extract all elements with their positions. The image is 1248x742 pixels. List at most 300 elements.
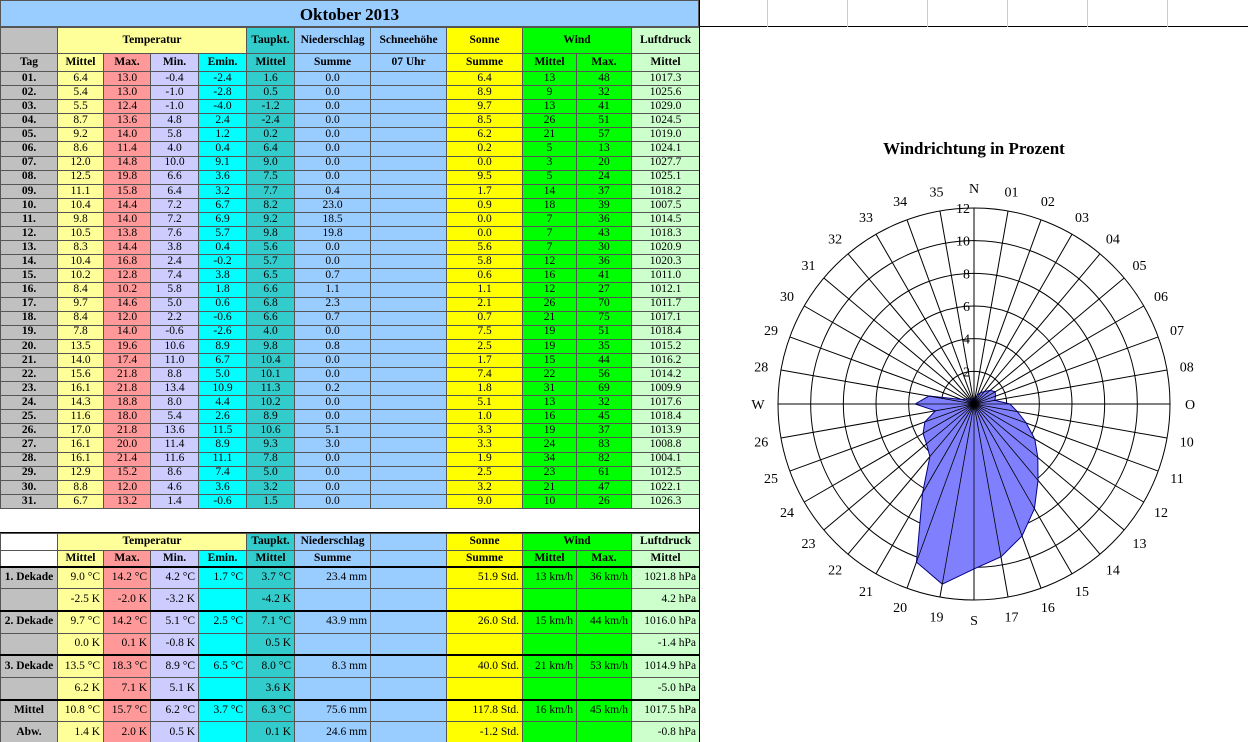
cell-mittel: 6.7 <box>58 494 104 508</box>
summary-cell-luftdruck: -1.4 hPa <box>632 633 700 655</box>
cell-luftdruck: 1025.6 <box>632 86 700 100</box>
cell-day: 08. <box>1 170 58 184</box>
sum-header-schnee <box>371 534 447 551</box>
summary-cell-wind-max: 44 km/h <box>577 611 632 633</box>
direction-label: 15 <box>1075 585 1089 601</box>
summary-cell-sonne: 117.8 Std. <box>447 700 523 722</box>
cell-min: 8.0 <box>151 396 199 410</box>
cell-emin: 8.9 <box>199 339 247 353</box>
summary-cell-schnee <box>371 611 447 633</box>
subheader-mittel: Mittel <box>58 54 104 72</box>
cell-max: 18.0 <box>104 410 151 424</box>
cell-day: 17. <box>1 297 58 311</box>
table-row <box>1 128 700 142</box>
cell-wind-mittel: 34 <box>523 452 577 466</box>
cell-taupkt: 7.5 <box>247 170 295 184</box>
wind-rose-chart <box>700 27 1247 742</box>
cell-luftdruck: 1029.0 <box>632 100 700 114</box>
cell-luftdruck: 1009.9 <box>632 382 700 396</box>
cell-luftdruck: 1017.3 <box>632 72 700 86</box>
cell-emin: 3.2 <box>199 184 247 198</box>
cell-schnee <box>371 212 447 226</box>
cell-taupkt: 5.0 <box>247 466 295 480</box>
subheader-nied-summe: Summe <box>295 54 371 72</box>
cell-emin: -0.2 <box>199 255 247 269</box>
cell-max: 14.0 <box>104 325 151 339</box>
cell-day: 12. <box>1 227 58 241</box>
cell-day: 18. <box>1 311 58 325</box>
cell-min: 2.2 <box>151 311 199 325</box>
summary-cell-taupkt: 0.5 K <box>247 633 295 655</box>
direction-label: W <box>751 398 765 413</box>
cell-taupkt: 10.1 <box>247 367 295 381</box>
summary-cell-emin: 1.7 °C <box>199 567 247 589</box>
cell-emin: -4.0 <box>199 100 247 114</box>
cell-wind-mittel: 5 <box>523 170 577 184</box>
cell-emin: 0.4 <box>199 241 247 255</box>
summary-cell-wind-max: 45 km/h <box>577 700 632 722</box>
cell-wind-mittel: 26 <box>523 114 577 128</box>
cell-taupkt: 9.2 <box>247 212 295 226</box>
summary-row <box>1 722 700 742</box>
cell-day: 11. <box>1 212 58 226</box>
cell-day: 30. <box>1 480 58 494</box>
summary-cell-min: 5.1 °C <box>151 611 199 633</box>
summary-cell-taupkt: 0.1 K <box>247 722 295 742</box>
cell-max: 12.4 <box>104 100 151 114</box>
direction-label: 33 <box>859 210 873 226</box>
summary-cell-taupkt: 3.6 K <box>247 677 295 699</box>
cell-day: 13. <box>1 241 58 255</box>
cell-schnee <box>371 297 447 311</box>
cell-max: 10.2 <box>104 283 151 297</box>
cell-max: 13.6 <box>104 114 151 128</box>
cell-wind-max: 83 <box>577 438 632 452</box>
cell-niederschlag: 0.2 <box>295 382 371 396</box>
cell-wind-mittel: 13 <box>523 72 577 86</box>
cell-day: 19. <box>1 325 58 339</box>
cell-min: -1.0 <box>151 86 199 100</box>
summary-cell-max: 7.1 K <box>104 677 151 699</box>
summary-cell-min: -0.8 K <box>151 633 199 655</box>
cell-sonne: 1.8 <box>447 382 523 396</box>
cell-day: 16. <box>1 283 58 297</box>
cell-luftdruck: 1026.3 <box>632 494 700 508</box>
summary-table <box>0 533 700 742</box>
summary-cell-emin <box>199 722 247 742</box>
cell-min: 7.6 <box>151 227 199 241</box>
cell-sonne: 0.0 <box>447 156 523 170</box>
sum-subheader-taup: Mittel <box>247 551 295 567</box>
cell-niederschlag: 23.0 <box>295 198 371 212</box>
cell-niederschlag: 0.0 <box>295 100 371 114</box>
subheader-min: Min. <box>151 54 199 72</box>
cell-max: 12.0 <box>104 311 151 325</box>
cell-wind-max: 61 <box>577 466 632 480</box>
cell-mittel: 8.7 <box>58 114 104 128</box>
cell-sonne: 6.2 <box>447 128 523 142</box>
cell-schnee <box>371 424 447 438</box>
cell-luftdruck: 1018.4 <box>632 325 700 339</box>
cell-emin: 7.4 <box>199 466 247 480</box>
cell-min: 4.6 <box>151 480 199 494</box>
cell-schnee <box>371 114 447 128</box>
cell-schnee <box>371 72 447 86</box>
cell-taupkt: 10.2 <box>247 396 295 410</box>
cell-niederschlag: 1.1 <box>295 283 371 297</box>
table-row <box>1 283 700 297</box>
cell-wind-mittel: 16 <box>523 410 577 424</box>
header-luftdruck: Luftdruck <box>632 28 700 54</box>
cell-min: 7.2 <box>151 198 199 212</box>
direction-label: 14 <box>1105 563 1120 579</box>
summary-label: Mittel <box>1 700 58 722</box>
summary-cell-niederschlag: 8.3 mm <box>295 655 371 677</box>
summary-cell-mittel: 9.0 °C <box>58 567 104 589</box>
summary-cell-max: -2.0 K <box>104 589 151 611</box>
summary-cell-emin <box>199 677 247 699</box>
cell-niederschlag: 0.7 <box>295 269 371 283</box>
cell-wind-mittel: 13 <box>523 396 577 410</box>
cell-min: 6.4 <box>151 184 199 198</box>
cell-sonne: 3.2 <box>447 480 523 494</box>
sheet-grid-strip <box>700 0 1248 27</box>
cell-luftdruck: 1013.9 <box>632 424 700 438</box>
cell-day: 05. <box>1 128 58 142</box>
summary-label <box>1 589 58 611</box>
table-row <box>1 114 700 128</box>
summary-cell-emin: 6.5 °C <box>199 655 247 677</box>
cell-wind-max: 32 <box>577 86 632 100</box>
cell-luftdruck: 1022.1 <box>632 480 700 494</box>
cell-min: 4.8 <box>151 114 199 128</box>
radial-tick-label: 12 <box>956 202 970 217</box>
cell-mittel: 17.0 <box>58 424 104 438</box>
cell-sonne: 9.0 <box>447 494 523 508</box>
direction-label: 01 <box>1004 185 1019 201</box>
summary-cell-wind-mittel: 13 km/h <box>523 567 577 589</box>
cell-min: 4.0 <box>151 142 199 156</box>
cell-schnee <box>371 382 447 396</box>
summary-cell-luftdruck: -0.8 hPa <box>632 722 700 742</box>
summary-cell-niederschlag <box>295 589 371 611</box>
cell-min: 13.4 <box>151 382 199 396</box>
wind-direction-point <box>973 401 974 404</box>
cell-min: 10.0 <box>151 156 199 170</box>
cell-luftdruck: 1027.7 <box>632 156 700 170</box>
summary-cell-emin <box>199 589 247 611</box>
cell-day: 09. <box>1 184 58 198</box>
summary-row <box>1 633 700 655</box>
cell-day: 26. <box>1 424 58 438</box>
cell-emin: -0.6 <box>199 494 247 508</box>
summary-cell-max: 18.3 °C <box>104 655 151 677</box>
table-row <box>1 339 700 353</box>
summary-cell-niederschlag: 23.4 mm <box>295 567 371 589</box>
table-row <box>1 410 700 424</box>
summary-cell-taupkt: 8.0 °C <box>247 655 295 677</box>
cell-niederschlag: 0.0 <box>295 466 371 480</box>
direction-label: N <box>968 182 980 197</box>
cell-max: 21.8 <box>104 367 151 381</box>
cell-wind-max: 36 <box>577 212 632 226</box>
cell-max: 12.0 <box>104 480 151 494</box>
summary-cell-wind-mittel: 15 km/h <box>523 611 577 633</box>
cell-mittel: 13.5 <box>58 339 104 353</box>
cell-sonne: 0.9 <box>447 198 523 212</box>
table-row <box>1 86 700 100</box>
cell-emin: 6.7 <box>199 353 247 367</box>
cell-sonne: 7.5 <box>447 325 523 339</box>
cell-min: 11.4 <box>151 438 199 452</box>
cell-wind-mittel: 19 <box>523 424 577 438</box>
cell-niederschlag: 19.8 <box>295 227 371 241</box>
cell-mittel: 9.7 <box>58 297 104 311</box>
cell-sonne: 1.9 <box>447 452 523 466</box>
summary-cell-mittel: 10.8 °C <box>58 700 104 722</box>
cell-max: 14.4 <box>104 198 151 212</box>
cell-niederschlag: 0.8 <box>295 339 371 353</box>
cell-wind-mittel: 7 <box>523 212 577 226</box>
cell-mittel: 10.4 <box>58 255 104 269</box>
sum-header-temperatur: Temperatur <box>58 534 247 551</box>
cell-wind-max: 37 <box>577 424 632 438</box>
radial-tick-label: 6 <box>963 300 970 315</box>
cell-min: 1.4 <box>151 494 199 508</box>
cell-day: 27. <box>1 438 58 452</box>
cell-niederschlag: 0.0 <box>295 367 371 381</box>
summary-cell-min: 8.9 °C <box>151 655 199 677</box>
cell-sonne: 5.1 <box>447 396 523 410</box>
cell-taupkt: 4.0 <box>247 325 295 339</box>
cell-niederschlag: 0.0 <box>295 114 371 128</box>
cell-wind-mittel: 10 <box>523 494 577 508</box>
summary-cell-schnee <box>371 700 447 722</box>
direction-label: 13 <box>1132 536 1147 552</box>
sum-header-empty <box>1 534 58 551</box>
cell-schnee <box>371 339 447 353</box>
subheader-emin: Emin. <box>199 54 247 72</box>
cell-luftdruck: 1014.2 <box>632 367 700 381</box>
cell-wind-mittel: 15 <box>523 353 577 367</box>
direction-label: O <box>1184 398 1196 413</box>
direction-label: 25 <box>764 471 779 487</box>
header-niederschlag: Niederschlag <box>295 28 371 54</box>
cell-day: 29. <box>1 466 58 480</box>
summary-cell-luftdruck: 1016.0 hPa <box>632 611 700 633</box>
summary-label <box>1 677 58 699</box>
summary-cell-min: 4.2 °C <box>151 567 199 589</box>
cell-day: 10. <box>1 198 58 212</box>
cell-emin: 1.2 <box>199 128 247 142</box>
sum-subheader-mittel: Mittel <box>58 551 104 567</box>
cell-wind-mittel: 9 <box>523 86 577 100</box>
cell-wind-max: 30 <box>577 241 632 255</box>
cell-luftdruck: 1020.9 <box>632 241 700 255</box>
cell-schnee <box>371 227 447 241</box>
direction-label: 05 <box>1132 259 1147 275</box>
cell-taupkt: 6.4 <box>247 142 295 156</box>
cell-niederschlag: 0.0 <box>295 410 371 424</box>
cell-niederschlag: 18.5 <box>295 212 371 226</box>
direction-label: 30 <box>779 290 794 305</box>
cell-wind-mittel: 12 <box>523 255 577 269</box>
summary-cell-min: 0.5 K <box>151 722 199 742</box>
cell-min: 13.6 <box>151 424 199 438</box>
cell-mittel: 16.1 <box>58 382 104 396</box>
cell-sonne: 8.5 <box>447 114 523 128</box>
cell-schnee <box>371 396 447 410</box>
cell-emin: 6.9 <box>199 212 247 226</box>
direction-label: 03 <box>1075 210 1089 226</box>
cell-min: 8.8 <box>151 367 199 381</box>
cell-min: 11.0 <box>151 353 199 367</box>
cell-max: 21.8 <box>104 382 151 396</box>
cell-max: 20.0 <box>104 438 151 452</box>
summary-cell-sonne: 51.9 Std. <box>447 567 523 589</box>
cell-wind-max: 44 <box>577 353 632 367</box>
cell-day: 06. <box>1 142 58 156</box>
table-row <box>1 100 700 114</box>
cell-schnee <box>371 156 447 170</box>
cell-taupkt: 10.4 <box>247 353 295 367</box>
header-sonne: Sonne <box>447 28 523 54</box>
cell-sonne: 0.0 <box>447 212 523 226</box>
cell-luftdruck: 1020.3 <box>632 255 700 269</box>
direction-label: 31 <box>801 259 816 275</box>
table-row <box>1 325 700 339</box>
summary-cell-max: 2.0 K <box>104 722 151 742</box>
cell-wind-mittel: 21 <box>523 480 577 494</box>
radial-tick-label: 10 <box>956 234 970 250</box>
cell-sonne: 2.1 <box>447 297 523 311</box>
summary-cell-schnee <box>371 589 447 611</box>
cell-wind-mittel: 18 <box>523 198 577 212</box>
summary-row <box>1 700 700 722</box>
subheader-sonne-summe: Summe <box>447 54 523 72</box>
cell-niederschlag: 0.0 <box>295 452 371 466</box>
cell-taupkt: 8.9 <box>247 410 295 424</box>
chart-panel <box>699 0 1248 742</box>
cell-max: 16.8 <box>104 255 151 269</box>
cell-mittel: 12.5 <box>58 170 104 184</box>
cell-min: 11.6 <box>151 452 199 466</box>
cell-taupkt: 5.7 <box>247 255 295 269</box>
cell-niederschlag: 0.0 <box>295 156 371 170</box>
subheader-max: Max. <box>104 54 151 72</box>
cell-wind-max: 75 <box>577 311 632 325</box>
cell-sonne: 1.1 <box>447 283 523 297</box>
cell-emin: 3.6 <box>199 480 247 494</box>
cell-niederschlag: 2.3 <box>295 297 371 311</box>
direction-label: 12 <box>1154 506 1169 521</box>
cell-max: 13.0 <box>104 86 151 100</box>
cell-wind-max: 39 <box>577 198 632 212</box>
cell-day: 15. <box>1 269 58 283</box>
cell-wind-mittel: 31 <box>523 382 577 396</box>
sum-header-luftdruck: Luftdruck <box>632 534 700 551</box>
wind-rose-svg <box>700 27 1247 742</box>
cell-day: 31. <box>1 494 58 508</box>
summary-cell-luftdruck: 1021.8 hPa <box>632 567 700 589</box>
cell-taupkt: 1.6 <box>247 72 295 86</box>
table-row <box>1 466 700 480</box>
cell-min: 2.4 <box>151 255 199 269</box>
cell-wind-mittel: 5 <box>523 142 577 156</box>
summary-cell-sonne: 26.0 Std. <box>447 611 523 633</box>
cell-taupkt: 6.6 <box>247 283 295 297</box>
cell-niederschlag: 0.0 <box>295 128 371 142</box>
summary-cell-niederschlag <box>295 677 371 699</box>
cell-mittel: 14.0 <box>58 353 104 367</box>
cell-taupkt: 9.8 <box>247 339 295 353</box>
cell-mittel: 5.4 <box>58 86 104 100</box>
summary-cell-sonne: -1.2 Std. <box>447 722 523 742</box>
cell-sonne: 2.5 <box>447 466 523 480</box>
cell-luftdruck: 1024.1 <box>632 142 700 156</box>
cell-schnee <box>371 269 447 283</box>
cell-schnee <box>371 353 447 367</box>
summary-cell-mittel: 1.4 K <box>58 722 104 742</box>
summary-cell-taupkt: 7.1 °C <box>247 611 295 633</box>
header-schneehoehe: Schneehöhe <box>371 28 447 54</box>
cell-sonne: 0.2 <box>447 142 523 156</box>
cell-day: 20. <box>1 339 58 353</box>
cell-wind-max: 41 <box>577 100 632 114</box>
cell-taupkt: -1.2 <box>247 100 295 114</box>
summary-cell-niederschlag: 75.6 mm <box>295 700 371 722</box>
summary-cell-luftdruck: 1014.9 hPa <box>632 655 700 677</box>
radial-tick-label: 2 <box>963 365 970 381</box>
cell-emin: -0.6 <box>199 311 247 325</box>
cell-taupkt: 9.8 <box>247 227 295 241</box>
cell-luftdruck: 1018.3 <box>632 227 700 241</box>
cell-sonne: 2.5 <box>447 339 523 353</box>
cell-max: 13.8 <box>104 227 151 241</box>
cell-schnee <box>371 170 447 184</box>
cell-emin: 0.6 <box>199 297 247 311</box>
cell-min: -0.6 <box>151 325 199 339</box>
cell-luftdruck: 1025.1 <box>632 170 700 184</box>
cell-wind-max: 36 <box>577 255 632 269</box>
cell-schnee <box>371 466 447 480</box>
cell-taupkt: 1.5 <box>247 494 295 508</box>
cell-max: 15.2 <box>104 466 151 480</box>
summary-cell-min: 5.1 K <box>151 677 199 699</box>
cell-luftdruck: 1019.0 <box>632 128 700 142</box>
cell-luftdruck: 1017.1 <box>632 311 700 325</box>
summary-cell-max: 14.2 °C <box>104 611 151 633</box>
cell-emin: 8.9 <box>199 438 247 452</box>
table-row <box>1 142 700 156</box>
cell-emin: 6.7 <box>199 198 247 212</box>
cell-wind-mittel: 14 <box>523 184 577 198</box>
cell-max: 13.2 <box>104 494 151 508</box>
cell-sonne: 5.6 <box>447 241 523 255</box>
summary-cell-mittel: 0.0 K <box>58 633 104 655</box>
cell-emin: -2.4 <box>199 72 247 86</box>
cell-schnee <box>371 100 447 114</box>
cell-sonne: 1.0 <box>447 410 523 424</box>
cell-wind-max: 35 <box>577 339 632 353</box>
sum-subheader-wind-mittel: Mittel <box>523 551 577 567</box>
cell-mittel: 14.3 <box>58 396 104 410</box>
cell-mittel: 6.4 <box>58 72 104 86</box>
cell-wind-max: 82 <box>577 452 632 466</box>
cell-day: 03. <box>1 100 58 114</box>
cell-wind-mittel: 24 <box>523 438 577 452</box>
summary-row <box>1 589 700 611</box>
